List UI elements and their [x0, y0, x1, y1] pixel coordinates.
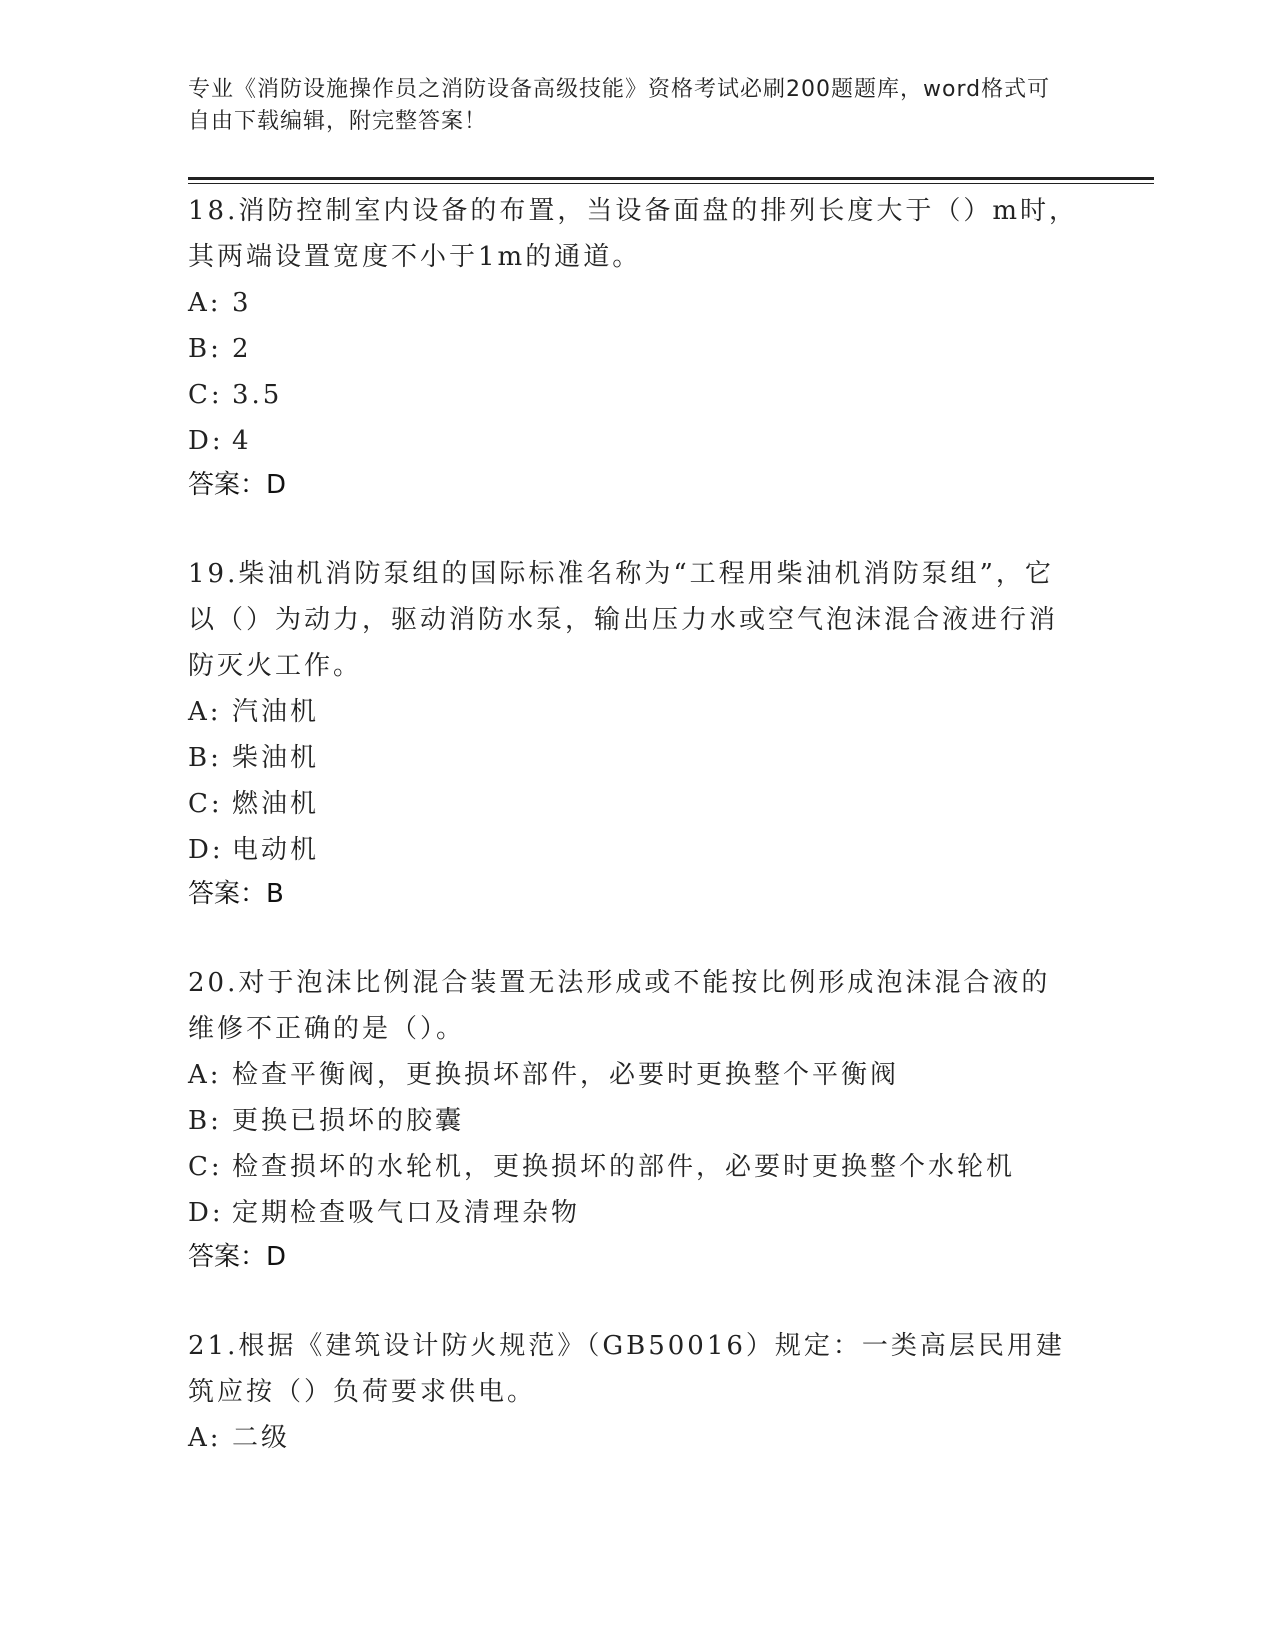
option-text: 柴油机 — [232, 743, 320, 773]
question-stem: 18.消防控制室内设备的布置，当设备面盘的排列长度大于（）m时，其两端设置宽度不小于1m的通道。 — [188, 196, 1079, 272]
option-text: 汽油机 — [232, 697, 320, 727]
question-18 — [188, 188, 1078, 506]
option-d — [188, 827, 1078, 873]
option-b — [188, 735, 1078, 781]
option-text: 定期检查吸气口及清理杂物 — [232, 1198, 581, 1228]
option-a — [188, 1415, 1078, 1461]
option-text: 更换已损坏的胶囊 — [232, 1106, 465, 1136]
option-a — [188, 280, 1078, 326]
option-key: C: — [188, 789, 223, 819]
option-text: 燃油机 — [232, 789, 320, 819]
option-text: 检查平衡阀，更换损坏部件，必要时更换整个平衡阀 — [232, 1060, 900, 1090]
option-text: 电动机 — [232, 835, 320, 865]
option-key: D: — [188, 1198, 224, 1228]
option-a — [188, 1052, 1078, 1098]
answer-line: 答案：D — [188, 470, 287, 500]
answer-line: 答案：B — [188, 879, 284, 909]
option-text: 2 — [232, 334, 252, 364]
question-20 — [188, 960, 1078, 1278]
option-c — [188, 372, 1078, 418]
question-stem: 19.柴油机消防泵组的国际标准名称为“工程用柴油机消防泵组”，它以（）为动力，驱动消防水泵，输出压力水或空气泡沫混合液进行消防灭火工作。 — [188, 559, 1059, 681]
option-key: B: — [188, 1106, 222, 1136]
option-text: 4 — [232, 426, 252, 456]
option-key: B: — [188, 743, 222, 773]
option-key: D: — [188, 426, 224, 456]
option-key: A: — [188, 1423, 222, 1453]
option-text: 3.5 — [232, 380, 283, 410]
option-b — [188, 326, 1078, 372]
option-key: A: — [188, 1060, 222, 1090]
option-text: 检查损坏的水轮机，更换损坏的部件，必要时更换整个水轮机 — [232, 1152, 1016, 1182]
option-a — [188, 689, 1078, 735]
option-c — [188, 1144, 1078, 1190]
option-text: 3 — [232, 288, 252, 318]
option-key: C: — [188, 380, 223, 410]
question-stem: 20.对于泡沫比例混合装置无法形成或不能按比例形成泡沫混合液的维修不正确的是（）。 — [188, 968, 1051, 1044]
option-d — [188, 1190, 1078, 1236]
option-c — [188, 781, 1078, 827]
question-list — [188, 188, 1078, 1506]
option-key: A: — [188, 288, 222, 318]
option-key: B: — [188, 334, 222, 364]
answer-line: 答案：D — [188, 1242, 287, 1272]
header-divider-thin — [188, 183, 1154, 184]
option-key: C: — [188, 1152, 223, 1182]
option-key: D: — [188, 835, 224, 865]
question-19 — [188, 551, 1078, 915]
option-d — [188, 418, 1078, 464]
option-key: A: — [188, 697, 222, 727]
option-text: 二级 — [232, 1423, 291, 1453]
option-b — [188, 1098, 1078, 1144]
header-divider-thick — [188, 177, 1154, 180]
question-21 — [188, 1323, 1078, 1461]
question-stem: 21.根据《建筑设计防火规范》（GB50016）规定：一类高层民用建筑应按（）负荷要求供电。 — [188, 1331, 1065, 1407]
document-header: 专业《消防设施操作员之消防设备高级技能》资格考试必刷200题题库，word格式可自由下载编辑，附完整答案！ — [188, 77, 1051, 134]
